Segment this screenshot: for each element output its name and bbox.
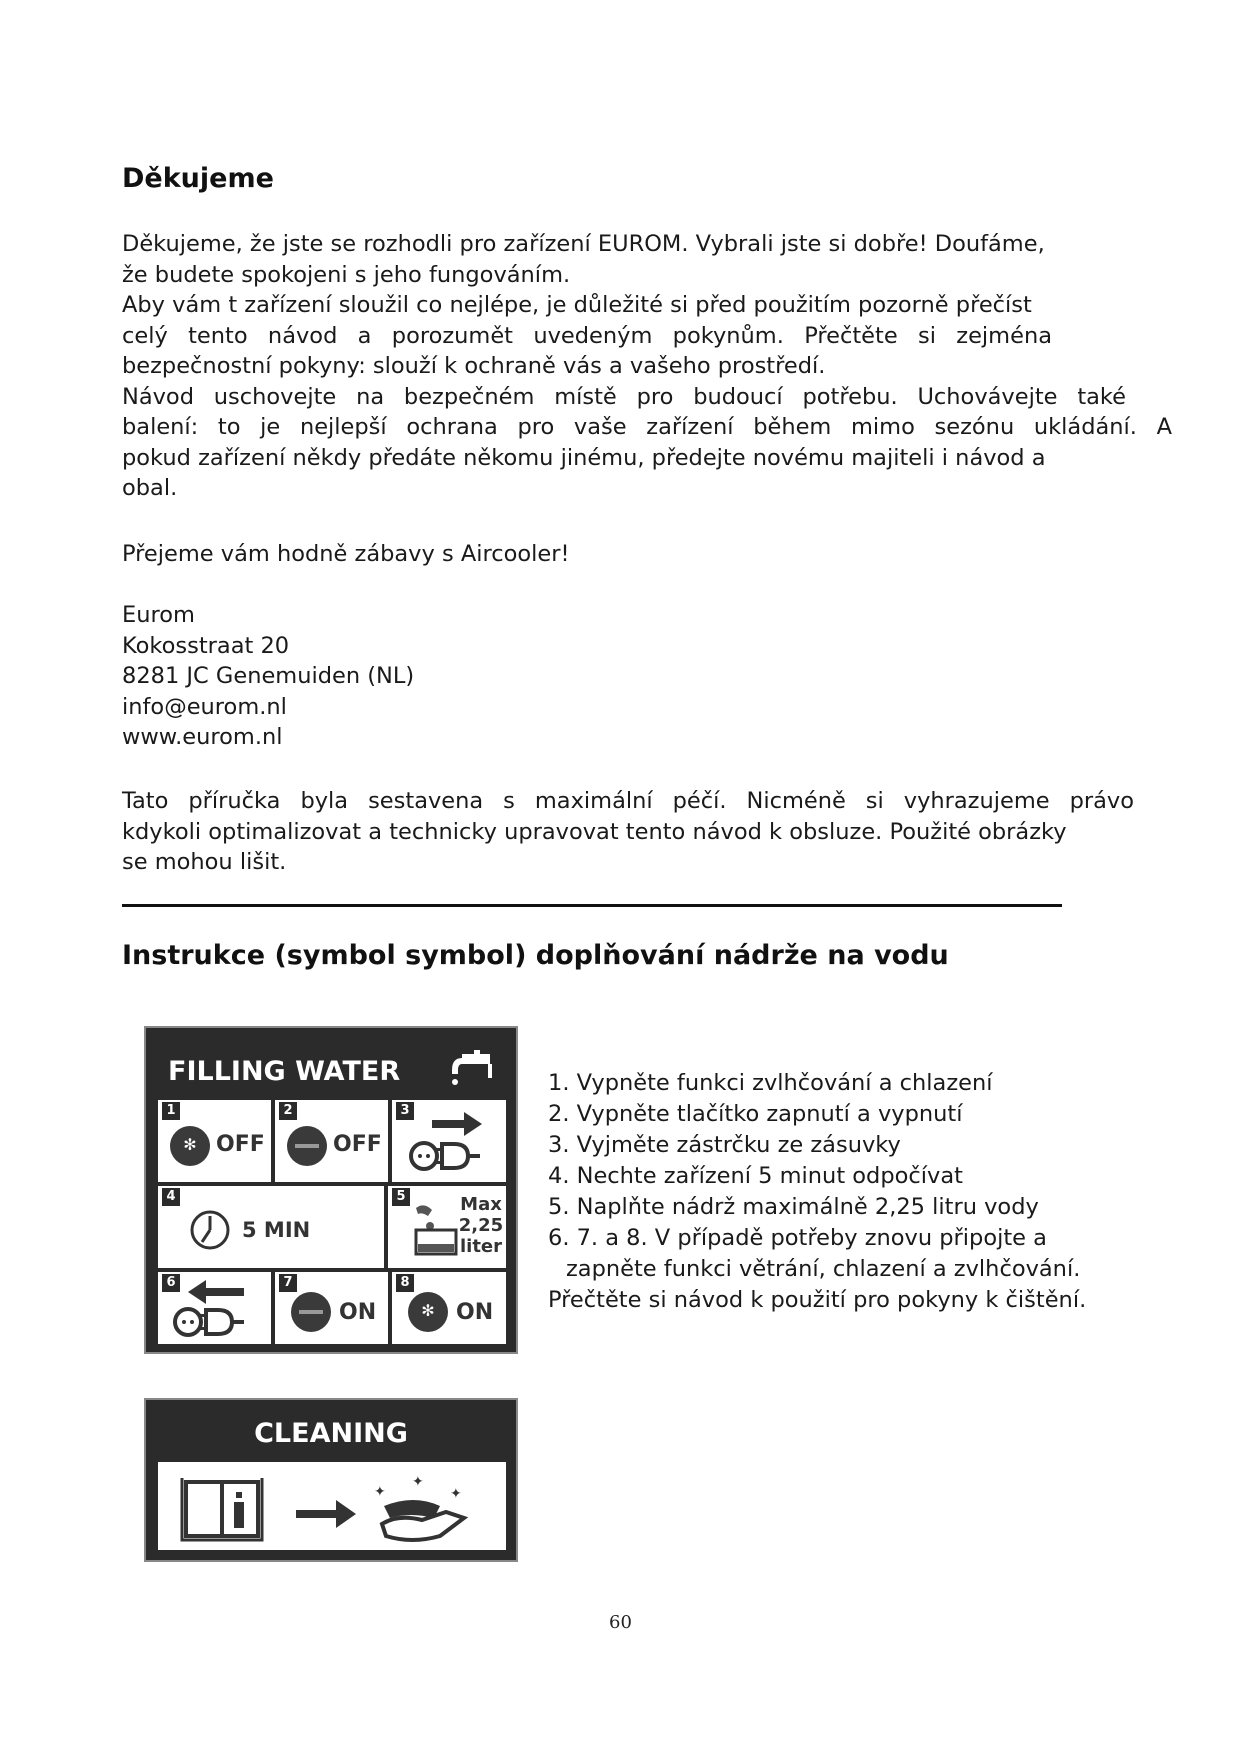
cleaning-cell [158, 1462, 506, 1550]
disclaimer-line: Tato příručka byla sestavena s maximální péčí. Nicméně si vyhrazujeme právo [122, 788, 1134, 814]
cell-number: 4 [162, 1188, 180, 1206]
cell-label: ON [456, 1300, 494, 1325]
step-item: 2. Vypněte tlačítko zapnutí a vypnutí [548, 1101, 963, 1127]
cell-number: 2 [279, 1102, 297, 1120]
cell-number: 3 [396, 1102, 414, 1120]
page-number: 60 [609, 1612, 632, 1633]
disclaimer-line: se mohou lišit. [122, 849, 287, 875]
timer-icon [188, 1208, 232, 1252]
cell-number: 1 [162, 1102, 180, 1120]
cleaning-panel [144, 1398, 518, 1562]
step-cell-5 [388, 1186, 506, 1268]
svg-text:✻: ✻ [421, 1301, 435, 1320]
heading-thanks: Děkujeme [122, 163, 274, 194]
address-line: Eurom [122, 602, 195, 628]
address-email[interactable]: info@eurom.nl [122, 693, 287, 720]
step-item: Přečtěte si návod k použití pro pokyny k čištění. [548, 1287, 1087, 1313]
address-line: Kokosstraat 20 [122, 632, 290, 659]
step-cell-8 [392, 1272, 506, 1344]
intro-line: Návod uschovejte na bezpečném místě pro budoucí potřebu. Uchovávejte také [122, 383, 1126, 410]
power-button-icon [285, 1124, 329, 1168]
svg-text:✦: ✦ [374, 1484, 386, 1500]
snowflake-button-icon [406, 1290, 450, 1334]
cell-number: 8 [396, 1274, 414, 1292]
step-cell-4 [158, 1186, 384, 1268]
intro-paragraph [122, 229, 1172, 504]
step-item: 4. Nechte zařízení 5 minut odpočívat [548, 1163, 963, 1189]
intro-line: pokud zařízení někdy předáte někomu jinému, předejte novému majiteli i návod a [122, 444, 1046, 471]
section-divider [122, 904, 1062, 907]
plug-in-icon [166, 1274, 266, 1342]
unplug-icon [402, 1104, 498, 1178]
svg-text:✦: ✦ [450, 1486, 462, 1502]
disclaimer-paragraph [122, 786, 1172, 878]
step-item: 3. Vyjměte zástrčku ze zásuvky [548, 1132, 901, 1158]
wish-line: Přejeme vám hodně zábavy s Aircooler! [122, 541, 570, 567]
filling-steps-list [548, 1068, 1086, 1316]
faucet-icon [448, 1048, 496, 1088]
step-item: zapněte funkci větrání, chlazení a zvlhčování. [566, 1256, 1081, 1282]
filling-water-title: FILLING WATER [168, 1056, 401, 1087]
address-block [122, 600, 1172, 753]
svg-text:✦: ✦ [412, 1474, 424, 1490]
intro-line: obal. [122, 475, 178, 501]
intro-line: že budete spokojeni s jeho fungováním. [122, 261, 571, 288]
cell-label: Max 2,25 liter [458, 1194, 504, 1257]
svg-text:✻: ✻ [183, 1135, 197, 1154]
address-website[interactable]: www.eurom.nl [122, 724, 283, 750]
step-item: 6. 7. a 8. V případě potřeby znovu připojte a [548, 1225, 1047, 1251]
cell-number: 5 [392, 1188, 410, 1206]
step-cell-3 [392, 1100, 506, 1182]
step-cell-1 [158, 1100, 271, 1182]
heading-instructions: Instrukce (symbol symbol) doplňování nádrže na vodu [122, 940, 949, 971]
intro-line: celý tento návod a porozumět uvedeným pokynům. Přečtěte si zejména [122, 322, 1052, 349]
cell-number: 7 [279, 1274, 297, 1292]
intro-line: Děkujeme, že jste se rozhodli pro zařízení EUROM. Vybrali jste si dobře! Doufáme, [122, 231, 1045, 257]
fill-tank-icon [410, 1200, 462, 1258]
intro-line: balení: to je nejlepší ochrana pro vaše zařízení během mimo sezónu ukládání. A [122, 414, 1172, 440]
step-item: 5. Naplňte nádrž maximálně 2,25 litru vody [548, 1194, 1039, 1220]
intro-line: Aby vám t zařízení sloužil co nejlépe, je důležité si před použitím pozorně přečíst [122, 292, 1032, 318]
step-cell-6 [158, 1272, 271, 1344]
wish-text [122, 539, 1172, 570]
intro-line: bezpečnostní pokyny: slouží k ochraně vás a vašeho prostředí. [122, 353, 826, 379]
step-cell-2 [275, 1100, 388, 1182]
cell-label: OFF [333, 1132, 382, 1157]
step-item: 1. Vypněte funkci zvlhčování a chlazení [548, 1070, 993, 1096]
address-line: 8281 JC Genemuiden (NL) [122, 663, 415, 689]
power-button-icon [289, 1290, 333, 1334]
cleaning-title: CLEANING [254, 1418, 408, 1449]
disclaimer-line: kdykoli optimalizovat a technicky upravovat tento návod k obsluze. Použité obrázky [122, 818, 1067, 845]
cell-label: OFF [216, 1132, 265, 1157]
read-manual-to-clean-icon [178, 1470, 478, 1544]
cell-label: ON [339, 1300, 377, 1325]
step-cell-7 [275, 1272, 388, 1344]
snowflake-button-icon [168, 1124, 212, 1168]
filling-water-panel [144, 1026, 518, 1354]
cell-label: 5 MIN [242, 1218, 311, 1242]
cell-number: 6 [162, 1274, 180, 1292]
